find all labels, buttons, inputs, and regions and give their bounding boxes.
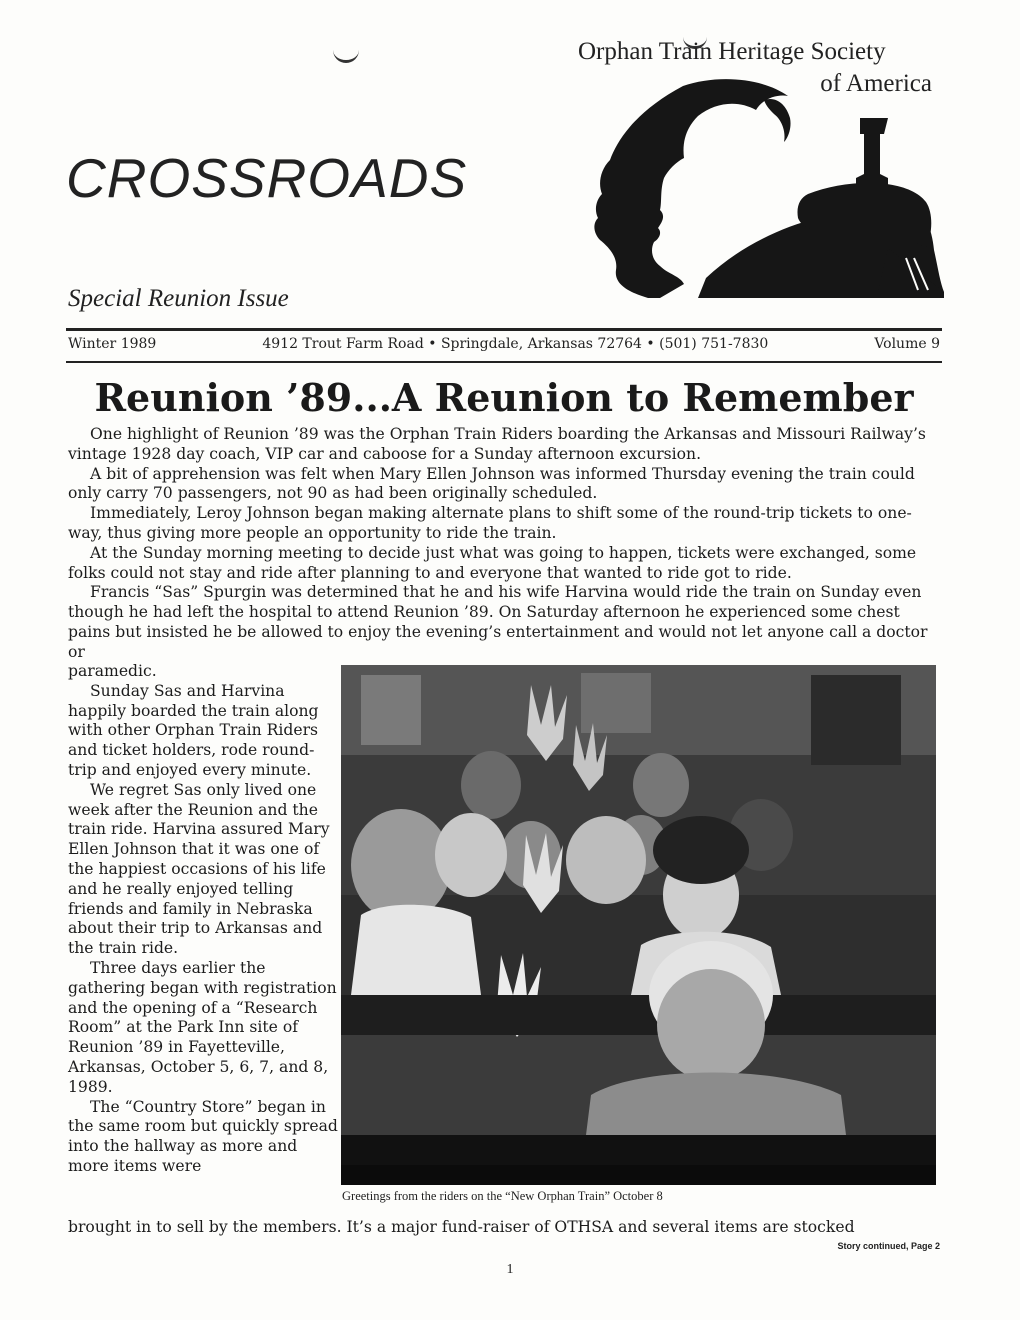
page-number: 1 (506, 1262, 514, 1277)
society-name-line1: Orphan Train Heritage Society (578, 38, 886, 65)
article-body-column (68, 662, 338, 1177)
volume-number: Volume 9 (874, 336, 940, 352)
article-headline: Reunion ’89...A Reunion to Remember (94, 375, 914, 420)
train-riders-photo (341, 665, 936, 1185)
society-name-line2: of America (820, 70, 932, 97)
article-paragraph: Three days earlier the gathering began with registration and the opening of a “Research Room” at the Park Inn site of Reunion ’89 in Fayetteville, Arkansas, October 5, 6, 7, and 8, 1989. (68, 958, 337, 1096)
orphan-train-logo (588, 78, 944, 304)
article-paragraph: Francis “Sas” Spurgin was determined that he and his wife Harvina would ride the train on Sunday even though he had left the hospital to attend Reunion ’89. On Saturday afternoon he experienced some chest pains but insisted he be allowed to enjoy the evening’s entertainment and would not let anyone call a doctor or (68, 583, 928, 661)
masthead-title: CROSSROADS (66, 147, 468, 209)
article-paragraph: paramedic. (68, 662, 157, 680)
article-paragraph: A bit of apprehension was felt when Mary Ellen Johnson was informed Thursday evening the train could only carry 70 passengers, not 90 as had been originally scheduled. (68, 464, 915, 503)
society-address: 4912 Trout Farm Road • Springdale, Arkansas 72764 • (501) 751-7830 (262, 336, 769, 352)
article-paragraph: At the Sunday morning meeting to decide just what was going to happen, tickets were exchanged, some folks could not stay and ride after planning to and everyone that wanted to ride got to ride. (68, 543, 917, 582)
story-continued-note: Story continued, Page 2 (837, 1241, 940, 1251)
info-bar (68, 336, 940, 352)
article-paragraph: The “Country Store” began in the same room but quickly spread into the hallway as more and more items were (68, 1097, 338, 1175)
article-paragraph: We regret Sas only lived one week after the Reunion and the train ride. Harvina assured Mary Ellen Johnson that it was one of the happiest occasions of his life and he really enjoyed telling friends and family in Nebraska about their trip to Arkansas and the train ride. (68, 780, 330, 958)
photo-caption: Greetings from the riders on the “New Orphan Train” October 8 (342, 1189, 663, 1203)
article-paragraph: One highlight of Reunion ’89 was the Orphan Train Riders boarding the Arkansas and Missouri Railway’s vintage 1928 day coach, VIP car and caboose for a Sunday afternoon excursion. (68, 425, 926, 463)
header-rule-top (66, 328, 942, 331)
header-rule-bottom (66, 361, 942, 363)
issue-date: Winter 1989 (68, 336, 157, 352)
article-body-full (68, 425, 942, 663)
article-paragraph: Sunday Sas and Harvina happily boarded the train along with other Orphan Train Riders and ticket holders, rode round-trip and enjoyed every minute. (68, 681, 319, 779)
article-last-line: brought in to sell by the members. It’s a major fund-raiser of OTHSA and several items are stocked (68, 1218, 855, 1236)
punch-hole-mark (333, 44, 359, 63)
article-paragraph: Immediately, Leroy Johnson began making alternate plans to shift some of the round-trip tickets to one-way, thus giving more people an opportunity to ride the train. (68, 504, 912, 542)
issue-label: Special Reunion Issue (68, 285, 289, 312)
